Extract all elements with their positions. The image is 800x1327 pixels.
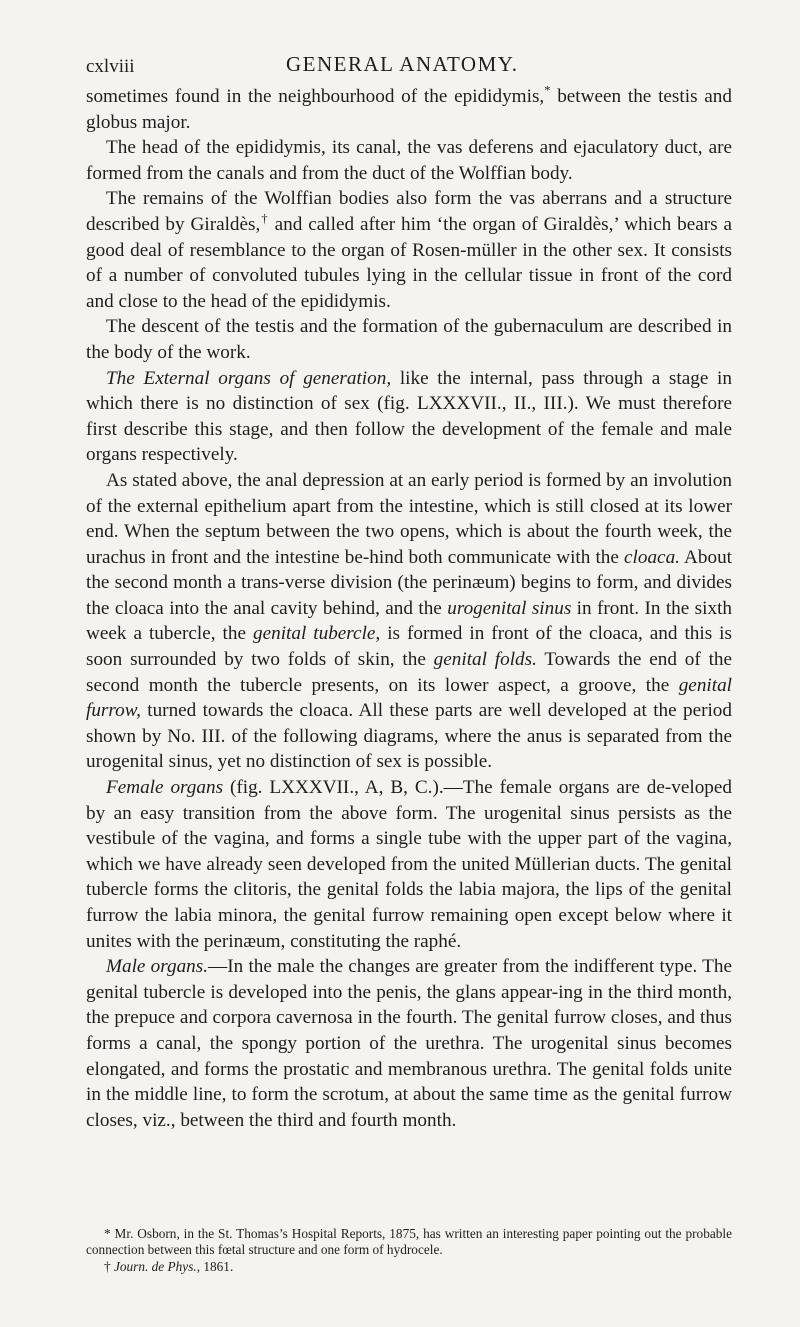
body-text [86, 84, 732, 1133]
section-lead: The External organs of generation, [106, 367, 392, 389]
paragraph-female-organs: Female organs (fig. LXXXVII., A, B, C.).—The female organs are de-veloped by an easy transition from the above form. The urogenital sinus persists as the vestibule of the vagina, and forms a single tube with the upper part of the vagina, which we have already seen developed from the united Müllerian ducts. The genital tubercle forms the clitoris, the genital folds the labia majora, the lips of the genital furrow the labia minora, the genital furrow remaining open except below where it unites with the perinæum, constituting the raphé. [86, 777, 733, 952]
footnote-marker: * [544, 83, 551, 98]
page-header [86, 52, 726, 82]
paragraph-epididymis-location: sometimes found in the neighbourhood of the epididymis,* between the testis and globus major. [86, 83, 732, 133]
running-head: GENERAL ANATOMY. [286, 52, 519, 76]
paragraph-descent-testis: The descent of the testis and the formation of the gubernaculum are described in the body of the work. [86, 316, 732, 363]
paragraph-external-organs: The External organs of generation, like the internal, pass through a stage in which there is no distinction of sex (fig. LXXXVII., II., III.). We must therefore first describe this stage, and then follow the development of the female and male organs respectively. [86, 367, 732, 466]
paragraph-wolffian-remains: The remains of the Wolffian bodies also form the vas aberrans and a structure described by Giraldès,† and called after him ‘the organ of Giraldès,’ which bears a good deal of resemblance to the organ of Rosen-müller in the other sex. It consists of a number of convoluted tubules lying in the cellular tissue in front of the cord and close to the head of the epididymis. [86, 188, 732, 312]
section-lead: Male organs. [106, 956, 209, 978]
footnote-giraldes: † Journ. de Phys., 1861. [104, 1258, 234, 1274]
paragraph-male-organs: Male organs.—In the male the changes are greater from the indifferent type. The genital tubercle is developed into the penis, the glans appear-ing in the third month, the prepuce and corpora cavernosa in the fourth. The genital furrow closes, and thus forms a canal, the spongy portion of the urethra. The urogenital sinus becomes elongated, and forms the prostatic and membranous urethra. The genital folds unite in the middle line, to form the scrotum, at about the same time as the genital furrow closes, viz., between the third and fourth month. [86, 956, 732, 1131]
footnotes [86, 1226, 732, 1275]
page-number: cxlviii [86, 56, 135, 77]
section-lead: Female organs [106, 777, 224, 799]
paragraph-cloaca: As stated above, the anal depression at an early period is formed by an involution of the external epithelium apart from the intestine, which is still closed at its lower end. When the septum between the two opens, which is about the fourth week, the urachus in front and the intestine be-hind both communicate with the cloaca. About the second month a trans-verse division (the perinæum) begins to form, and divides the cloaca into the anal cavity behind, and the urogenital sinus in front. In the sixth week a tubercle, the genital tubercle, is formed in front of the cloaca, and this is soon surrounded by two folds of skin, the genital folds. Towards the end of the second month the tubercle presents, on its lower aspect, a groove, the genital furrow, turned towards the cloaca. All these parts are well developed at the period shown by No. III. of the following diagrams, where the anus is separated from the urogenital sinus, yet no distinction of sex is possible. [86, 469, 733, 773]
footnote-marker: † [260, 211, 269, 226]
paragraph-head-epididymis: The head of the epididymis, its canal, the vas deferens and ejaculatory duct, are formed from the canals and from the duct of the Wolffian body. [86, 137, 732, 184]
footnote-osborn: * Mr. Osborn, in the St. Thomas’s Hospital Reports, 1875, has written an interesting paper pointing out the probable connection between this fœtal structure and one form of hydrocele. [86, 1226, 732, 1258]
